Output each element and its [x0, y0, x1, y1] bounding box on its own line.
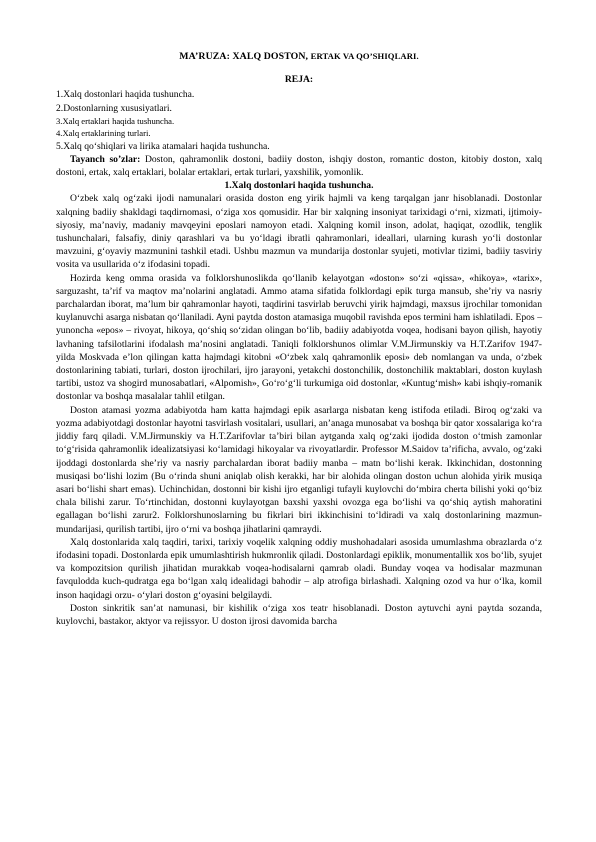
- plan-list: [56, 88, 542, 152]
- body-paragraph: O‘zbek xalq og‘zaki ijodi namunalari orasida doston eng yirik hajmli va keng tarqalgan janr hisoblanadi. Dostonlar xalqning badiiy shakldagi taqdirnomasi, o‘ziga xos qomusidir. Har bir xalqning insoniyat tarixidagi o‘rni, xizmati, ijtimoiy-siyosiy, ma’naviy, madaniy mavqeyini eposlari namoyon etadi. Xalqning komil inson, adolat, haqiqat, ozodlik, tenglik tushunchalari, falsafiy, diniy qarashlari va bu yo‘ldagi ibratli qahramonlari, ideallari, ularning kurash yo‘li dostonlar mavzuini, g‘oyaviy mazmunini tashkil etadi. Ushbu mazmun va mundarija dostonlar syujeti, motivlar tizimi, badiiy tasviriy vosita va usullarida o‘z ifodasini topadi.: [56, 193, 542, 271]
- section-heading: 1.Xalq dostonlari haqida tushuncha.: [224, 180, 374, 192]
- plan-item: 4.Xalq ertaklarining turlari.: [56, 128, 151, 139]
- keywords-label: Tayanch so’zlar:: [70, 153, 141, 165]
- body-paragraph: Xalq dostonlarida xalq taqdiri, tarixi, tarixiy voqelik xalqning oddiy mushohadalari asosida umumlashma obrazlarda o‘z ifodasini topadi. Dostonlarda epik umumlashtirish hukmronlik qiladi. Dostonlardagi epiklik, monumentallik xos bo‘lib, syujet va kompozitsion qurilish jihatidan murakkab voqea-hodisalarni qamrab oladi. Bunday voqea va hodisalar mazmunan favqulodda kuch-qudratga ega bo‘lgan xalq idealidagi bahodir – alp atrofiga birlashadi. Xalqning ozod va hur o‘lka, komil inson haqidagi orzu- o‘ylari doston g‘oyasini belgilaydi.: [56, 536, 542, 601]
- body-paragraph: Hozirda keng omma orasida va folklorshunoslikda qo‘llanib kelayotgan «doston» so‘zi «qissa», «hikoya», «tarix», sarguzasht, ta’rif va maqtov ma’nolarini anglatadi. Ammo atama sifatida folklordagi epik turga mansub, she’riy va nasriy parchalardan iborat, ma’lum bir qahramonlar hayoti, taqdirini tasvirlab beruvchi yirik hajmdagi, maxsus ijrochilar tomonidan kuylanuvchi asarga nisbatan qo‘llaniladi. Ayni paytda doston atamasiga muqobil ravishda epos termini ham ishlatiladi. Epos – yunoncha «epos» – rivoyat, hikoya, qo‘shiq so‘zidan olingan bo‘lib, badiiy adabiyotda voqea, hodisani bayon qilish, hayotiy lavhaning tafsilotlarini ifodalash ma’nosini anglatadi. Taniqli folklorshunos olimlar V.M.Jirmunskiy va H.T.Zarifov 1947-yilda Moskvada e’lon qilingan katta hajmdagi kitobni «O‘zbek xalq qahramonlik eposi» deb nomlangan va unda, o‘zbek dostonlarining tabiati, turlari, doston ijrochilari, ijro jarayoni, yetakchi dostonchilik, dostonchilik maktablari, doston kuylash tartibi, ustoz va shogird munosabatlari, «Alpomish», Go‘ro‘g‘li turkumiga oid dostonlar, «Kuntug‘mish» kabi ishqiy-romanik dostonlar va boshqa masalalar tahlil etilgan.: [56, 272, 542, 403]
- lecture-title: [56, 50, 542, 63]
- body-paragraph: Doston sinkritik san’at namunasi, bir kishilik o‘ziga xos teatr hisoblanadi. Doston aytuvchi ayni paytda sozanda, kuylovchi, bastakor, aktyor va rejissyor. U doston ijrosi davomida barcha: [56, 602, 542, 627]
- plan-item: 1.Xalq dostonlari haqida tushuncha.: [56, 89, 195, 101]
- body-paragraph: Doston atamasi yozma adabiyotda ham katta hajmdagi epik asarlarga nisbatan keng istifoda etiladi. Biroq og‘zaki va yozma adabiyotdagi dostonlar hayotni tasvirlash vositalari, usullari, an’anaga munosabat va boshqa bir qator xossalariga ko‘ra jiddiy farq qiladi. V.M.Jirmunskiy va H.T.Zarifovlar ta’biri bilan aytganda xalq og‘zaki ijodida doston o‘tmish zamonlar to‘g‘risida qahramonlik idealizatsiyasi ko‘lamidagi hikoyalar va rivoyatlardir. Professor M.Saidov ta’rificha, avvalo, og‘zaki ijoddagi dostonlarda she’riy va nasriy parchalardan iborat badiiy manba – matn bo‘lishi kerak. Ikkinchidan, dostonning musiqasi bo‘lishi lozim (Bu o‘rinda shuni aniqlab olish kerakki, har bir alohida olingan doston uchun alohida yirik musiqa asari bo‘lishi shart emas). Uchinchidan, dostonni bir kishi ijro etganligi tufayli kuylovchi do‘mbira cherta bilishi yoki qo‘biz chala bilishi zarur. To‘rtinchidan, dostonni kuylayotgan baxshi yaxshi ovozga ega bo‘lishi va qo‘shiq aytish mahoratini egallagan bo‘lishi zarur2. Folklorshunoslarning bu fikrlari biri ikkinchisini to‘ldiradi va xalq dostonlarining mazmun- mundarijasi, qurilish tartibi, ijro o‘rni va boshqa jihatlarini qamraydi.: [56, 404, 542, 535]
- lecture-title-rest: ERTAK VA QO’SHIQLARI.: [310, 51, 419, 61]
- plan-item: 5.Xalq qo‘shiqlari va lirika atamalari haqida tushuncha.: [56, 140, 270, 152]
- plan-item: 2.Dostonlarning xususiyatlari.: [56, 102, 172, 114]
- document-page: [56, 50, 542, 628]
- plan-heading: REJA:: [284, 74, 314, 86]
- keywords-paragraph: [56, 153, 542, 179]
- lecture-title-main: MA’RUZA: XALQ DOSTON,: [179, 51, 311, 62]
- plan-item: 3.Xalq ertaklari haqida tushuncha.: [56, 115, 175, 126]
- keywords-text: Doston, qahramonlik dostoni, badiiy doston, ishqiy doston, romantic doston, kitobiy doston, xalq dostoni, ertak, xalq ertaklari, bolalar ertaklari, ertak turlari, yaxshilik, yomonlik.: [56, 153, 542, 179]
